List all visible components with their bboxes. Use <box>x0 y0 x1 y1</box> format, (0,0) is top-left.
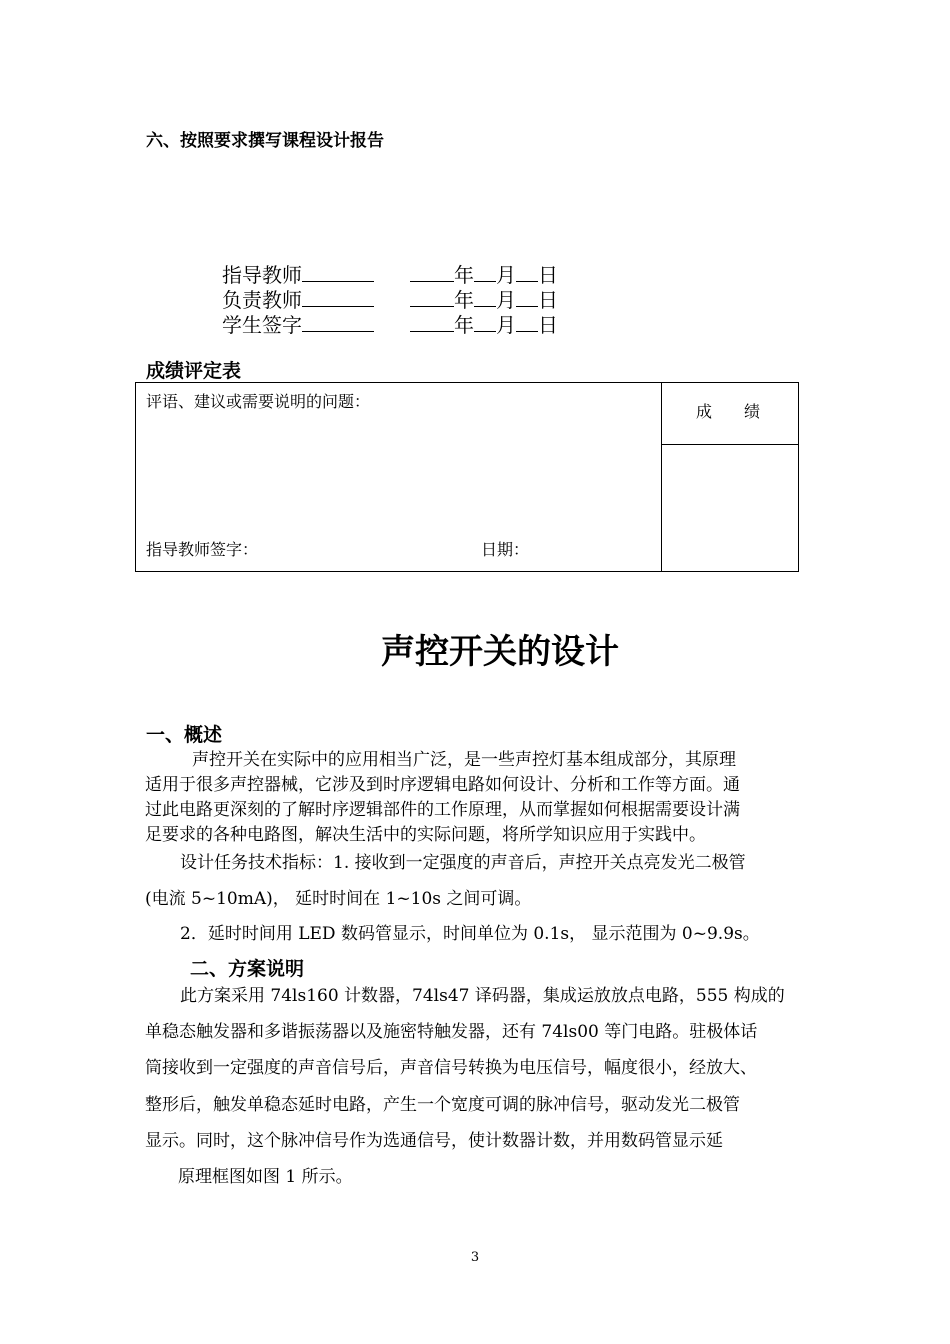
paragraph-line: 2．延时时间用 LED 数码管显示，时间单位为 0.1s， 显示范围为 0~9.9s。 <box>180 924 760 944</box>
month-blank <box>474 311 496 332</box>
day-label: 日 <box>538 263 558 287</box>
paragraph-line: 足要求的各种电路图，解决生活中的实际问题，将所学知识应用于实践中。 <box>145 825 706 845</box>
signature-label: 指导教师 <box>222 263 302 287</box>
paragraph-line: 过此电路更深刻的了解时序逻辑部件的工作原理，从而掌握如何根据需要设计满 <box>145 800 740 820</box>
signature-blank <box>302 286 374 307</box>
month-blank <box>474 286 496 307</box>
paragraph-line: 设计任务技术指标：1. 接收到一定强度的声音后，声控开关点亮发光二极管 <box>180 853 746 873</box>
day-blank <box>516 261 538 282</box>
paragraph-line: 声控开关在实际中的应用相当广泛，是一些声控灯基本组成部分，其原理 <box>192 750 736 770</box>
section6-heading: 六、按照要求撰写课程设计报告 <box>146 131 384 151</box>
day-label: 日 <box>538 288 558 312</box>
paragraph-line: (电流 5~10mA)， 延时时间在 1~10s 之间可调。 <box>145 889 532 909</box>
day-blank <box>516 286 538 307</box>
month-label: 月 <box>496 313 516 337</box>
page-number: 3 <box>470 1250 480 1265</box>
scheme-heading: 二、方案说明 <box>190 958 305 980</box>
signature-row-student <box>222 309 558 338</box>
year-label: 年 <box>454 263 474 287</box>
signature-label: 学生签字 <box>222 313 302 337</box>
signature-blank <box>302 261 374 282</box>
signature-blank <box>302 311 374 332</box>
document-title: 声控开关的设计 <box>381 632 619 672</box>
teacher-sign-label: 指导教师签字： <box>146 540 259 559</box>
paragraph-line: 此方案采用 74ls160 计数器，74ls47 译码器，集成运放放点电路，555 构成的 <box>180 986 785 1006</box>
month-blank <box>474 261 496 282</box>
grade-table <box>135 382 799 572</box>
grade-label: 成 绩 <box>696 402 761 421</box>
overview-heading: 一、概述 <box>146 724 223 746</box>
table-divider <box>661 444 798 445</box>
signature-label: 负责教师 <box>222 288 302 312</box>
year-label: 年 <box>454 288 474 312</box>
grade-table-title: 成绩评定表 <box>146 360 242 382</box>
paragraph-line: 单稳态触发器和多谐振荡器以及施密特触发器，还有 74ls00 等门电路。驻极体话 <box>145 1022 758 1042</box>
year-label: 年 <box>454 313 474 337</box>
paragraph-line: 整形后，触发单稳态延时电路，产生一个宽度可调的脉冲信号，驱动发光二极管 <box>145 1095 740 1115</box>
day-blank <box>516 311 538 332</box>
comments-label: 评语、建议或需要说明的问题： <box>146 392 371 411</box>
table-divider <box>661 383 662 571</box>
paragraph-line: 显示。同时，这个脉冲信号作为选通信号，使计数器计数，并用数码管显示延 <box>145 1131 723 1151</box>
paragraph-line: 筒接收到一定强度的声音信号后，声音信号转换为电压信号，幅度很小，经放大、 <box>145 1058 757 1078</box>
paragraph-line: 适用于很多声控器械，它涉及到时序逻辑电路如何设计、分析和工作等方面。通 <box>145 775 740 795</box>
year-blank <box>410 311 454 332</box>
day-label: 日 <box>538 313 558 337</box>
year-blank <box>410 286 454 307</box>
date-label: 日期： <box>481 540 530 559</box>
month-label: 月 <box>496 288 516 312</box>
year-blank <box>410 261 454 282</box>
month-label: 月 <box>496 263 516 287</box>
paragraph-line: 原理框图如图 1 所示。 <box>178 1167 353 1187</box>
